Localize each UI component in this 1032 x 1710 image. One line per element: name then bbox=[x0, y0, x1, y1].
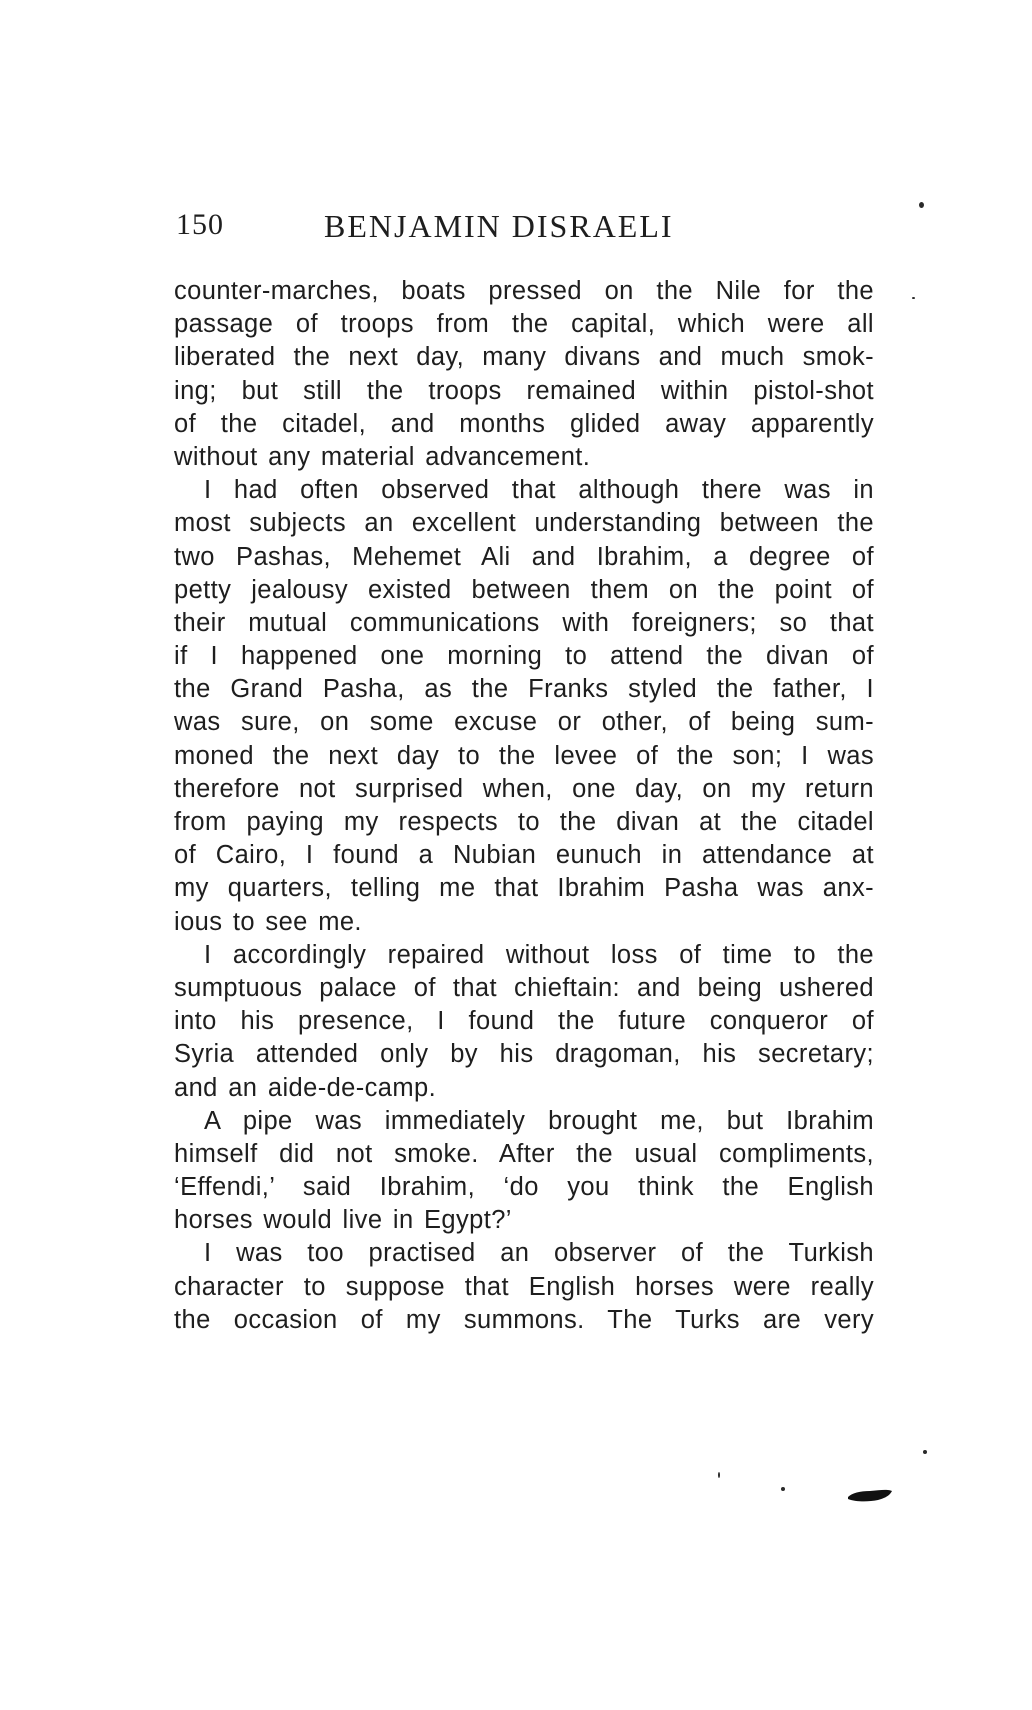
body-text bbox=[174, 275, 874, 1337]
text-line: sumptuous palace of that chieftain: and being ushered bbox=[174, 973, 874, 1002]
text-line: passage of troops from the capital, which were all bbox=[174, 310, 874, 339]
text-line: ious to see me. bbox=[174, 907, 362, 936]
text-line: their mutual communications with foreigners; so that bbox=[174, 608, 874, 637]
text-line: into his presence, I found the future conqueror of bbox=[174, 1007, 874, 1036]
text-line: therefore not surprised when, one day, on my return bbox=[174, 774, 874, 803]
text-line: himself did not smoke. After the usual compliments, bbox=[174, 1139, 874, 1168]
text-line: Syria attended only by his dragoman, his secretary; bbox=[174, 1040, 874, 1069]
text-line: ing; but still the troops remained within pistol-shot bbox=[174, 376, 874, 405]
scan-speck bbox=[923, 1450, 927, 1454]
text-line: A pipe was immediately brought me, but Ibrahim bbox=[204, 1106, 874, 1135]
text-line: the Grand Pasha, as the Franks styled the father, I bbox=[174, 675, 874, 704]
scan-speck bbox=[912, 297, 915, 299]
text-line: of Cairo, I found a Nubian eunuch in attendance at bbox=[174, 841, 874, 870]
scan-speck bbox=[919, 202, 924, 208]
text-line: most subjects an excellent understanding between the bbox=[174, 509, 874, 538]
text-line: counter-marches, boats pressed on the Nile for the bbox=[174, 277, 874, 305]
scan-speck bbox=[718, 1472, 720, 1478]
text-line: without any material advancement. bbox=[174, 442, 591, 471]
text-line: of the citadel, and months glided away apparently bbox=[174, 409, 874, 438]
text-line: petty jealousy existed between them on the point of bbox=[174, 575, 874, 604]
text-line: and an aide-de-camp. bbox=[174, 1073, 437, 1102]
book-title: BENJAMIN DISRAELI bbox=[324, 208, 674, 244]
text-line: I accordingly repaired without loss of time to the bbox=[204, 940, 874, 969]
ink-blot-icon bbox=[846, 1488, 894, 1504]
text-line: liberated the next day, many divans and much smok- bbox=[174, 343, 874, 372]
text-line: was sure, on some excuse or other, of being sum- bbox=[174, 708, 874, 737]
text-line: I was too practised an observer of the Turkish bbox=[204, 1239, 874, 1268]
text-line: moned the next day to the levee of the son; I was bbox=[174, 741, 874, 770]
text-line: two Pashas, Mehemet Ali and Ibrahim, a degree of bbox=[174, 542, 874, 571]
text-line: character to suppose that English horses were really bbox=[174, 1272, 874, 1301]
text-line: from paying my respects to the divan at the citadel bbox=[174, 808, 874, 836]
text-line: I had often observed that although there was in bbox=[204, 476, 874, 505]
text-line: horses would live in Egypt?’ bbox=[174, 1206, 512, 1235]
text-line: ‘Effendi,’ said Ibrahim, ‘do you think the English bbox=[174, 1173, 874, 1202]
text-line: my quarters, telling me that Ibrahim Pasha was anx- bbox=[174, 874, 874, 903]
text-line: the occasion of my summons. The Turks are very bbox=[174, 1305, 874, 1334]
page-number: 150 bbox=[176, 208, 224, 241]
scan-speck bbox=[781, 1487, 785, 1491]
running-head bbox=[176, 208, 876, 248]
text-line: if I happened one morning to attend the divan of bbox=[174, 642, 874, 671]
